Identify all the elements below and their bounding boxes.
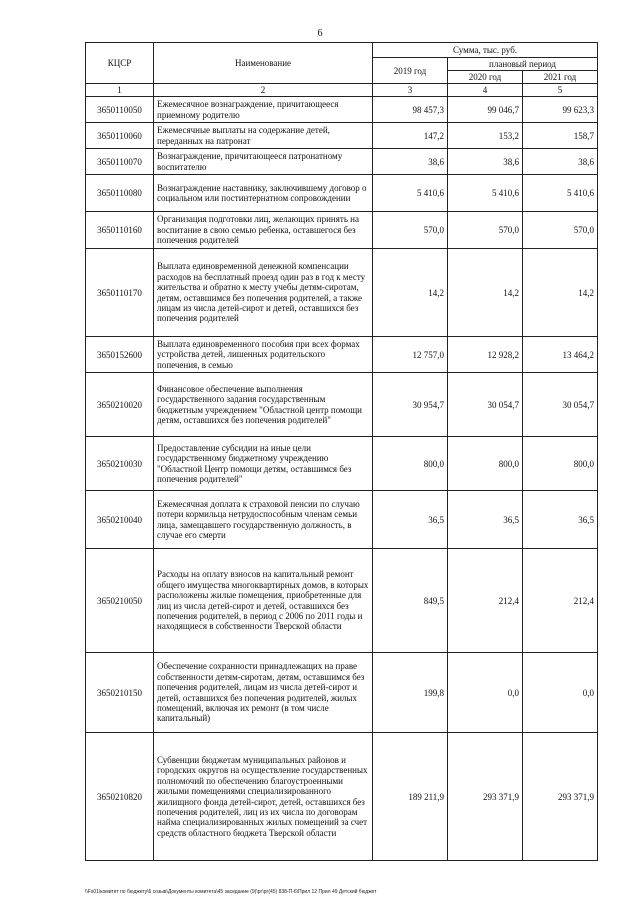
- table-body: [86, 97, 598, 861]
- table-row: [86, 653, 598, 733]
- row-code: 3650210820: [86, 733, 154, 861]
- row-name: Ежемесячные выплаты на содержание детей, переданных на патронат: [154, 123, 373, 149]
- row-value-2020: 0,0: [448, 653, 523, 733]
- row-name: Ежемесячная доплата к страховой пенсии по случаю потери кормильца нетрудоспособным членам семьи лица, замещавшего государственную должность, в случае его смерти: [154, 491, 373, 549]
- row-name: Финансовое обеспечение выполнения государственного задания государственным бюджетным учреждением "Областной центр помощи детям, оставшихся без попечения родителей": [154, 373, 373, 437]
- row-value-2019: 38,6: [373, 149, 448, 175]
- header-name: Наименование: [154, 43, 373, 84]
- row-value-2019: 5 410,6: [373, 175, 448, 212]
- row-value-2020: 5 410,6: [448, 175, 523, 212]
- table-row: [86, 491, 598, 549]
- row-code: 3650152600: [86, 337, 154, 373]
- row-value-2019: 199,8: [373, 653, 448, 733]
- row-code: 3650110170: [86, 249, 154, 337]
- row-value-2021: 99 623,3: [523, 97, 598, 123]
- row-name: Обеспечение сохранности принадлежащих на праве собственности детям-сиротам, детям, оставшимся без попечения родителей, лицам из числа детей-сирот и детей, оставшихся без попечения родителей, жилых помещений, включая их ремонт (в том числе капитальный): [154, 653, 373, 733]
- row-value-2021: 5 410,6: [523, 175, 598, 212]
- column-index-row: [86, 84, 598, 97]
- row-name: Ежемесячное вознаграждение, причитающееся приемному родителю: [154, 97, 373, 123]
- row-value-2021: 800,0: [523, 437, 598, 491]
- row-value-2021: 570,0: [523, 212, 598, 249]
- row-value-2019: 36,5: [373, 491, 448, 549]
- budget-table: [85, 42, 598, 861]
- row-value-2019: 98 457,3: [373, 97, 448, 123]
- row-code: 3650110070: [86, 149, 154, 175]
- row-code: 3650110050: [86, 97, 154, 123]
- header-year-2021: 2021 год: [523, 71, 598, 84]
- column-index: 2: [154, 84, 373, 97]
- column-index: 1: [86, 84, 154, 97]
- row-value-2019: 570,0: [373, 212, 448, 249]
- table-row: [86, 123, 598, 149]
- column-index: 5: [523, 84, 598, 97]
- table-row: [86, 437, 598, 491]
- header-code: КЦСР: [86, 43, 154, 84]
- row-name: Субвенции бюджетам муниципальных районов и городских округов на осуществление государственных полномочий по обеспечению благоустроенными жилыми помещениями специализированного жилищного фонда детей-сирот, детей, оставшихся без попечения родителей, лиц из их числа по договорам найма специализированных жилых помещений за счет средств областного бюджета Тверской области: [154, 733, 373, 861]
- row-value-2019: 800,0: [373, 437, 448, 491]
- row-code: 3650210020: [86, 373, 154, 437]
- table-row: [86, 175, 598, 212]
- table-row: [86, 249, 598, 337]
- table-row: [86, 733, 598, 861]
- row-value-2021: 158,7: [523, 123, 598, 149]
- table-header: [86, 43, 598, 97]
- row-value-2019: 30 954,7: [373, 373, 448, 437]
- row-value-2021: 36,5: [523, 491, 598, 549]
- row-code: 3650210030: [86, 437, 154, 491]
- row-value-2020: 153,2: [448, 123, 523, 149]
- row-code: 3650210050: [86, 549, 154, 653]
- header-plan-period: плановый период: [448, 58, 598, 71]
- row-value-2021: 14,2: [523, 249, 598, 337]
- row-name: Расходы на оплату взносов на капитальный ремонт общего имущества многоквартирных домов, в которых расположены жилые помещения, приобретенные для лиц из числа детей-сирот и детей, оставшихся без попечения родителей, в период с 2006 по 2011 годы и находящиеся в собственности Тверской области: [154, 549, 373, 653]
- row-value-2020: 38,6: [448, 149, 523, 175]
- row-name: Организация подготовки лиц, желающих принять на воспитание в свою семью ребенка, оставшегося без попечения родителей: [154, 212, 373, 249]
- row-code: 3650110160: [86, 212, 154, 249]
- row-value-2020: 14,2: [448, 249, 523, 337]
- row-value-2021: 30 054,7: [523, 373, 598, 437]
- row-code: 3650110060: [86, 123, 154, 149]
- row-name: Вознаграждение наставнику, заключившему договор о социальном или постинтернатном сопровождении: [154, 175, 373, 212]
- row-value-2019: 147,2: [373, 123, 448, 149]
- row-value-2020: 30 054,7: [448, 373, 523, 437]
- row-value-2021: 0,0: [523, 653, 598, 733]
- table-row: [86, 97, 598, 123]
- row-value-2020: 293 371,9: [448, 733, 523, 861]
- row-value-2020: 36,5: [448, 491, 523, 549]
- header-year-2020: 2020 год: [448, 71, 523, 84]
- row-value-2019: 14,2: [373, 249, 448, 337]
- row-value-2019: 12 757,0: [373, 337, 448, 373]
- table-row: [86, 373, 598, 437]
- row-value-2019: 189 211,9: [373, 733, 448, 861]
- table-row: [86, 212, 598, 249]
- row-value-2020: 800,0: [448, 437, 523, 491]
- row-value-2020: 99 046,7: [448, 97, 523, 123]
- file-path-footer: \\Fs01\комитет по бюджету\6 созыв\Документы комитета\45 заседание (9)\рг\рг(45) 838-П-6\Прил 12 Прил 49 Детский бюджет: [85, 889, 377, 895]
- column-index: 4: [448, 84, 523, 97]
- row-code: 3650110080: [86, 175, 154, 212]
- row-name: Выплата единовременной денежной компенсации расходов на бесплатный проезд один раз в год к месту жительства и обратно к месту учебы детям-сиротам, детям, оставшимся без попечения родителей, а также лицам из числа детей-сирот и детей, оставшихся без попечения родителей: [154, 249, 373, 337]
- row-name: Выплата единовременного пособия при всех формах устройства детей, лишенных родительского попечения, в семью: [154, 337, 373, 373]
- row-name: Предоставление субсидии на иные цели государственному бюджетному учреждению "Областной Центр помощи детям, оставшимся без попечения родителей": [154, 437, 373, 491]
- row-code: 3650210150: [86, 653, 154, 733]
- row-value-2021: 38,6: [523, 149, 598, 175]
- row-value-2021: 293 371,9: [523, 733, 598, 861]
- row-value-2021: 212,4: [523, 549, 598, 653]
- column-index: 3: [373, 84, 448, 97]
- table-row: [86, 549, 598, 653]
- page-number: 6: [317, 28, 323, 39]
- row-value-2021: 13 464,2: [523, 337, 598, 373]
- row-name: Вознаграждение, причитающееся патронатному воспитателю: [154, 149, 373, 175]
- row-value-2020: 212,4: [448, 549, 523, 653]
- header-year-2019: 2019 год: [373, 58, 448, 84]
- row-value-2019: 849,5: [373, 549, 448, 653]
- table-row: [86, 337, 598, 373]
- row-code: 3650210040: [86, 491, 154, 549]
- header-sum: Сумма, тыс. руб.: [373, 43, 598, 58]
- row-value-2020: 570,0: [448, 212, 523, 249]
- row-value-2020: 12 928,2: [448, 337, 523, 373]
- table-row: [86, 149, 598, 175]
